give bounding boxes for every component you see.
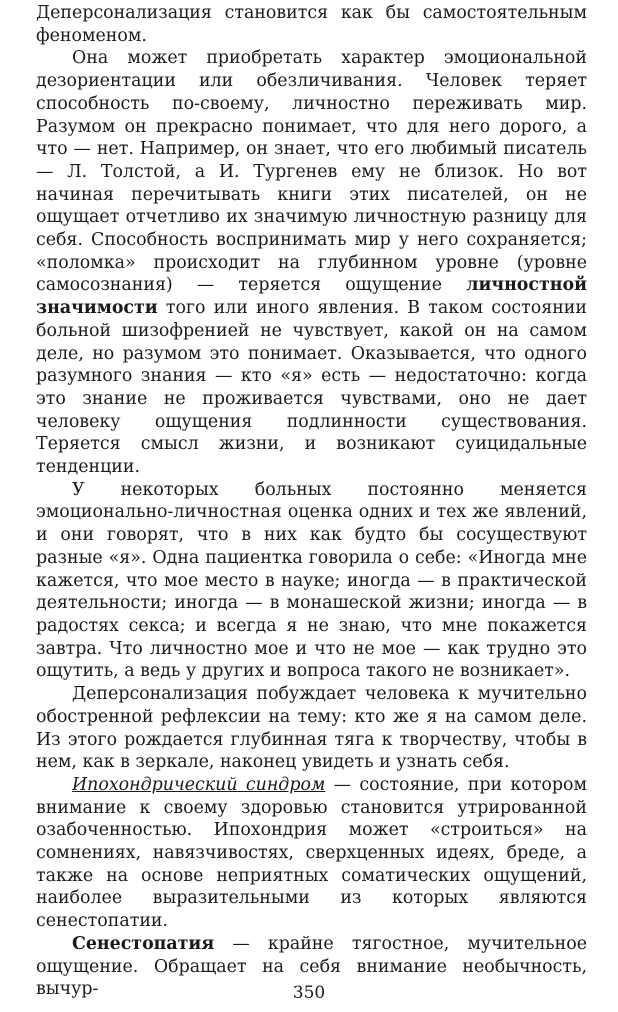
- paragraph-text: того или иного явления. В таком состоянии больной шизофренией не чувствует, какой он на самом деле, но разумом это понимает. Оказывается, что одного разумного знания — кто «я» есть — недостаточно: когда это знание не проживается чувствами, оно не дает человеку ощущения подлинности существования. Теряется смысл жизни, и возникают суицидальные тенденции.: [36, 298, 587, 478]
- page-number: 350: [292, 983, 326, 1003]
- paragraph-hypochondria: [36, 774, 587, 933]
- paragraph-text: — крайне тягостное, мучительное ощущение. Обращает на себя внимание необычность, вычур-: [36, 933, 587, 1000]
- term-senestopathy: Сенестопатия: [72, 933, 215, 954]
- page-body-text: [36, 2, 587, 1001]
- paragraph-reflection: Деперсонализация побуждает человека к мучительно обостренной рефлексии на тему: кто же я на самом деле. Из этого рождается глубинная тяга к творчеству, чтобы в нем, как в зеркале, наконец увидеть и узнать себя.: [36, 684, 587, 773]
- emphasis-personal-significance: личностной значимости: [36, 275, 587, 319]
- paragraph-emotional-disorientation: [36, 47, 587, 478]
- paragraph-changing-self: У некоторых больных постоянно меняется эмоционально-личностная оценка одних и тех же явлений, и они говорят, что в них как будто бы сосуществуют разные «я». Одна пациентка говорила о себе: «Иногда мне кажется, что мое место в науке; иногда — в практической деятельности; иногда — в монашеской жизни; иногда — в радостях секса; и всегда я не знаю, что мне покажется завтра. Что личностно мое и что не мое — как трудно это ощутить, а ведь у других и вопроса такого не возникает».: [36, 479, 587, 682]
- term-hypochondriac-syndrome: Ипохондрический синдром: [72, 774, 326, 795]
- paragraph-continuation: Деперсонализация становится как бы самостоятельным феноменом.: [36, 3, 587, 46]
- paragraph-text: Она может приобретать характер эмоциональной дезориентации или обезличивания. Человек теряет способность по-своему, личностно переживать мир. Разумом он прекрасно понимает, что для него дорого, а что — нет. Например, он знает, что его любимый писатель — Л. Толстой, а И. Тургенев ему не близок. Но вот начиная перечитывать книги этих писателей, он не ощущает отчетливо их значимую личностную разницу для себя. Способность воспринимать мир у него сохраняется; «поломка» происходит на глубинном уровне (уровне самосознания) — теряется ощущение: [36, 48, 587, 296]
- paragraph-text: — состояние, при котором внимание к своему здоровью становится утрированной озабоченностью. Ипохондрия может «строиться» на сомнениях, навязчивостях, сверхценных идеях, бреде, а также на основе неприятных соматических ощущений, наиболее выразительными из которых являются сенестопатии.: [36, 774, 587, 932]
